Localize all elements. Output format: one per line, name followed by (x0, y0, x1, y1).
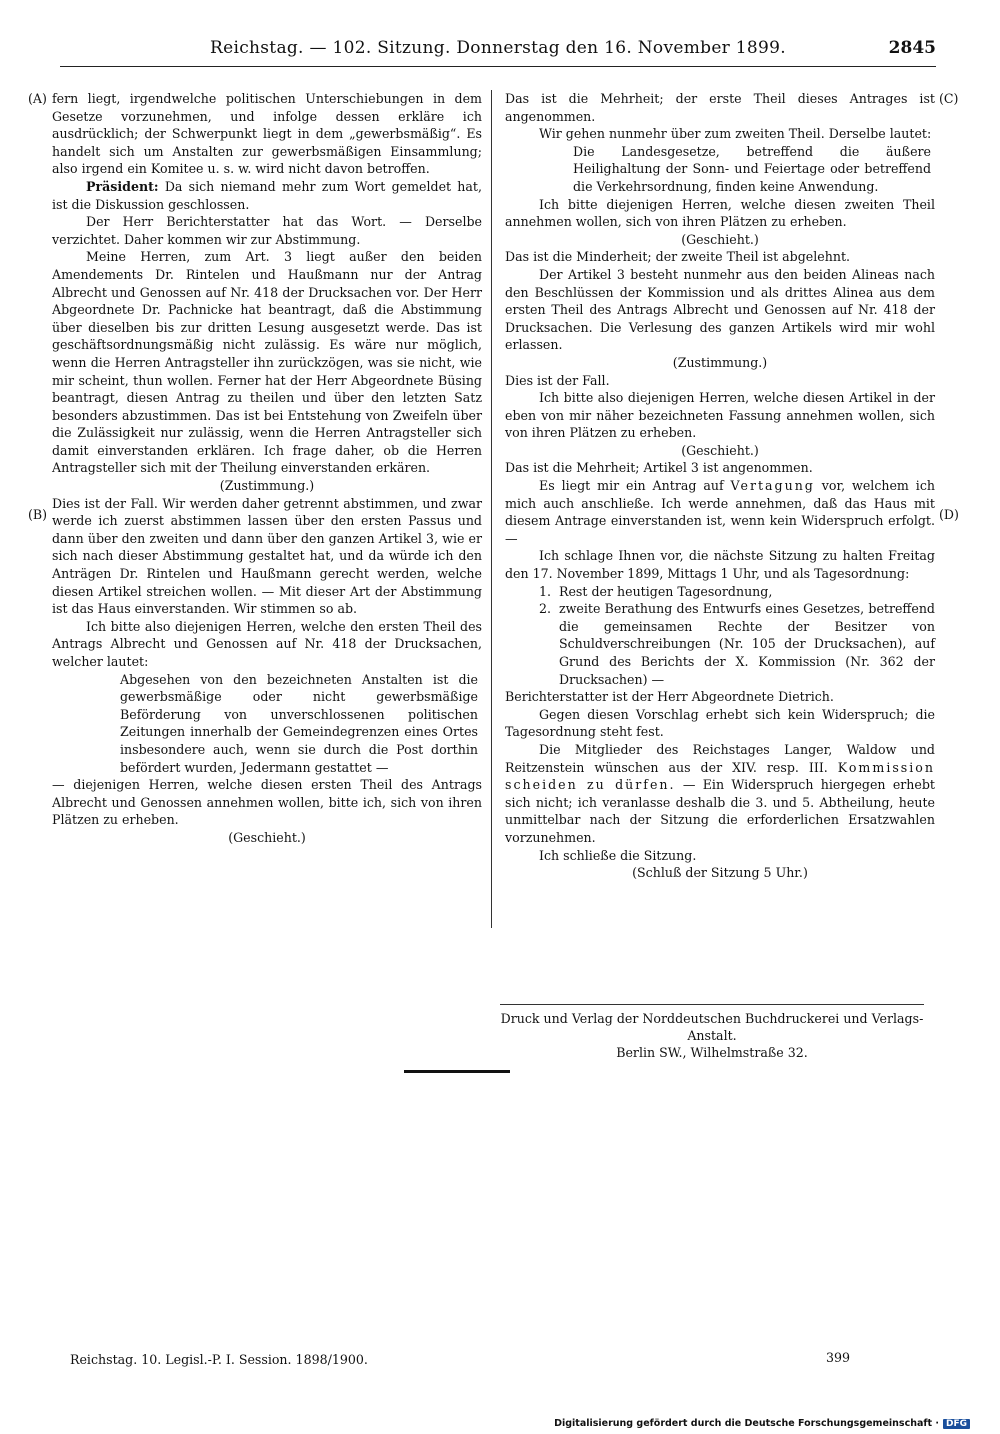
paragraph: Dies ist der Fall. Wir werden daher getrennt abstimmen, und zwar werde ich zuerst abstimmen lassen über den ersten Passus und dann über den zweiten und dann über den ganzen Artikel 3, wie er sich nach dieser Abstimmung gestaltet hat, und da würde ich den Anträgen Dr. Rintelen und Haußmann gerecht werden, welche diesen Artikel streichen wollen. — Mit dieser Art der Abstimmung ist das Haus einverstanden. Wir stimmen so ab. (52, 495, 482, 617)
quoted-motion: Die Landesgesetze, betreffend die äußere Heilighaltung der Sonn- und Feiertage oder betreffend die Verkehrsordnung, finden keine Anwendung. (573, 143, 931, 194)
emphasized-text: Vertagung (730, 478, 815, 494)
credit-text: Digitalisierung gefördert durch die Deutsche Forschungsgemeinschaft · (554, 1418, 939, 1429)
text-run: — Ein Widerspruch hiergegen erhebt sich nicht; ich veranlasse deshalb die 3. und 5. Abtheilung, heute unmittelbar nach der Sitzung die erforderlichen Ersatzwahlen vorzunehmen. (505, 777, 935, 845)
margin-marker-c: (C) (939, 91, 959, 106)
paragraph: fern liegt, irgendwelche politischen Unterschiebungen in dem Gesetze vorzunehmen, und infolge dessen erkläre ich ausdrücklich; der Schwerpunkt liegt in dem „gewerbsmäßig“. Es handelt sich um Anstalten zur gewerbsmäßigen Einsammlung; also irgend ein Komitee u. s. w. wird nicht davon betroffen. (52, 91, 482, 177)
list-item: 1. Rest der heutigen Tagesordnung, (555, 583, 935, 601)
agenda-list (505, 583, 935, 689)
emphasized-text: Kommission scheiden zu dürfen. (505, 759, 935, 793)
interjection: (Zustimmung.) (219, 478, 315, 494)
closing-note: (Schluß der Sitzung 5 Uhr.) (632, 865, 808, 881)
paragraph: Ich schließe die Sitzung. (539, 847, 697, 863)
paragraph: Das ist die Mehrheit; der erste Theil dieses Antrages ist angenommen. (505, 91, 935, 124)
list-item: 2. zweite Berathung des Entwurfs eines Gesetzes, betreffend die gemeinsamen Rechte der Besitzer von Schuldverschreibungen (Nr. 105 der Drucksachen), auf Grund des Berichts der X. Kommission (Nr. 362 der Drucksachen) — (555, 600, 935, 688)
paragraph: Dies ist der Fall. (505, 372, 610, 388)
paragraph: Das ist die Mehrheit; Artikel 3 ist angenommen. (505, 460, 813, 476)
interjection: (Geschieht.) (681, 442, 759, 458)
paragraph (505, 741, 935, 847)
speech-text: Da sich niemand mehr zum Wort gemeldet hat, ist die Diskussion geschlossen. (52, 178, 482, 212)
paragraph: Wir gehen nunmehr über zum zweiten Theil. Derselbe lautet: (539, 126, 932, 142)
imprint-rule (500, 1004, 924, 1005)
paragraph: Gegen diesen Vorschlag erhebt sich kein Widerspruch; die Tagesordnung steht fest. (505, 706, 935, 740)
imprint-line: Berlin SW., Wilhelmstraße 32. (616, 1045, 808, 1060)
paragraph (505, 477, 935, 547)
footer-sheet-number: 399 (826, 1350, 851, 1365)
dfg-logo-icon: DFG (943, 1419, 970, 1429)
interjection: (Geschieht.) (681, 231, 759, 247)
paragraph: Der Herr Berichterstatter hat das Wort. — Derselbe verzichtet. Daher kommen wir zur Abstimmung. (52, 214, 482, 247)
right-column (505, 90, 935, 882)
paragraph: Ich bitte also diejenigen Herren, welche diesen Artikel in der eben von mir näher bezeichneten Fassung annehmen wollen, sich von ihren Plätzen zu erheben. (505, 390, 935, 441)
imprint-line: Druck und Verlag der Norddeutschen Buchdruckerei und Verlags-Anstalt. (500, 1011, 924, 1043)
margin-marker-d: (D) (939, 507, 959, 522)
running-header (60, 38, 936, 67)
text-run: Die Mitglieder des Reichstages Langer, Waldow und Reitzenstein wünschen aus der XIV. resp. III. (505, 741, 935, 775)
text-run: vor, welchem ich mich auch anschließe. Ich werde annehmen, daß das Haus mit diesem Antrage einverstanden ist, wenn kein Widerspruch erfolgt. — (505, 478, 935, 546)
text-run: Es liegt mir ein Antrag auf (539, 478, 731, 494)
speaker-name: Präsident: (86, 178, 159, 194)
column-divider (491, 90, 492, 928)
page-number: 2845 (888, 38, 936, 58)
paragraph: Ich bitte also diejenigen Herren, welche den ersten Theil des Antrags Albrecht und Genossen auf Nr. 418 der Drucksachen, welcher lautet: (52, 618, 482, 669)
paragraph (52, 178, 482, 213)
paragraph: Meine Herren, zum Art. 3 liegt außer den beiden Amendements Dr. Rintelen und Haußmann nur der Antrag Albrecht und Genossen auf Nr. 418 der Drucksachen vor. Der Herr Abgeordnete Dr. Pachnicke hat beantragt, daß die Abstimmung über dieselben bis zur dritten Lesung ausgesetzt werde. Das ist geschäftsordnungsmäßig nicht zulässig. Es wäre nur möglich, wenn die Herren Antragsteller ihn zurückzögen, was sie nicht, wie mir scheint, thun wollen. Ferner hat der Herr Abgeordnete Büsing beantragt, diesen Antrag zu theilen und über den letzten Satz besonders abzustimmen. Das ist bei Entstehung von Zweifeln über die Zulässigkeit nur zulässig, wenn die Herren Antragsteller sich damit einverstanden erklären. Ich frage daher, ob die Herren Antragsteller sich mit der Theilung einverstanden erkären. (52, 249, 482, 476)
digitization-credit (554, 1418, 970, 1429)
end-rule (404, 1070, 510, 1073)
paragraph: Das ist die Minderheit; der zweite Theil ist abgelehnt. (505, 249, 851, 265)
running-title: Reichstag. — 102. Sitzung. Donnerstag den 16. November 1899. (210, 38, 786, 58)
paragraph: — diejenigen Herren, welche diesen ersten Theil des Antrags Albrecht und Genossen annehmen wollen, bitte ich, sich von ihren Plätzen zu erheben. (52, 777, 482, 828)
quoted-motion: Abgesehen von den bezeichneten Anstalten ist die gewerbsmäßige oder nicht gewerbsmäßige Beförderung von unverschlossenen politischen Zeitungen innerhalb der Gemeindegrenzen eines Ortes insbesondere auch, wenn sie durch die Post dorthin befördert wurden, Jedermann gestattet — (120, 671, 478, 775)
left-column (52, 90, 482, 847)
paragraph: Berichterstatter ist der Herr Abgeordnete Dietrich. (505, 689, 834, 705)
paragraph: Ich schlage Ihnen vor, die nächste Sitzung zu halten Freitag den 17. November 1899, Mittags 1 Uhr, und als Tagesordnung: (505, 548, 935, 582)
paragraph: Ich bitte diejenigen Herren, welche diesen zweiten Theil annehmen wollen, sich von ihren Plätzen zu erheben. (505, 196, 935, 230)
margin-marker-b: (B) (28, 507, 48, 522)
imprint (500, 1010, 924, 1061)
paragraph: Der Artikel 3 besteht nunmehr aus den beiden Alineas nach den Beschlüssen der Kommission und als drittes Alinea aus dem ersten Theil des Antrags Albrecht und Genossen auf Nr. 418 der Drucksachen. Die Verlesung des ganzen Artikels wird mir wohl erlassen. (505, 266, 935, 353)
footer-volume: Reichstag. 10. Legisl.-P. I. Session. 1898/1900. (70, 1352, 368, 1367)
interjection: (Zustimmung.) (672, 354, 768, 370)
interjection: (Geschieht.) (228, 829, 306, 845)
margin-marker-a: (A) (28, 91, 47, 106)
